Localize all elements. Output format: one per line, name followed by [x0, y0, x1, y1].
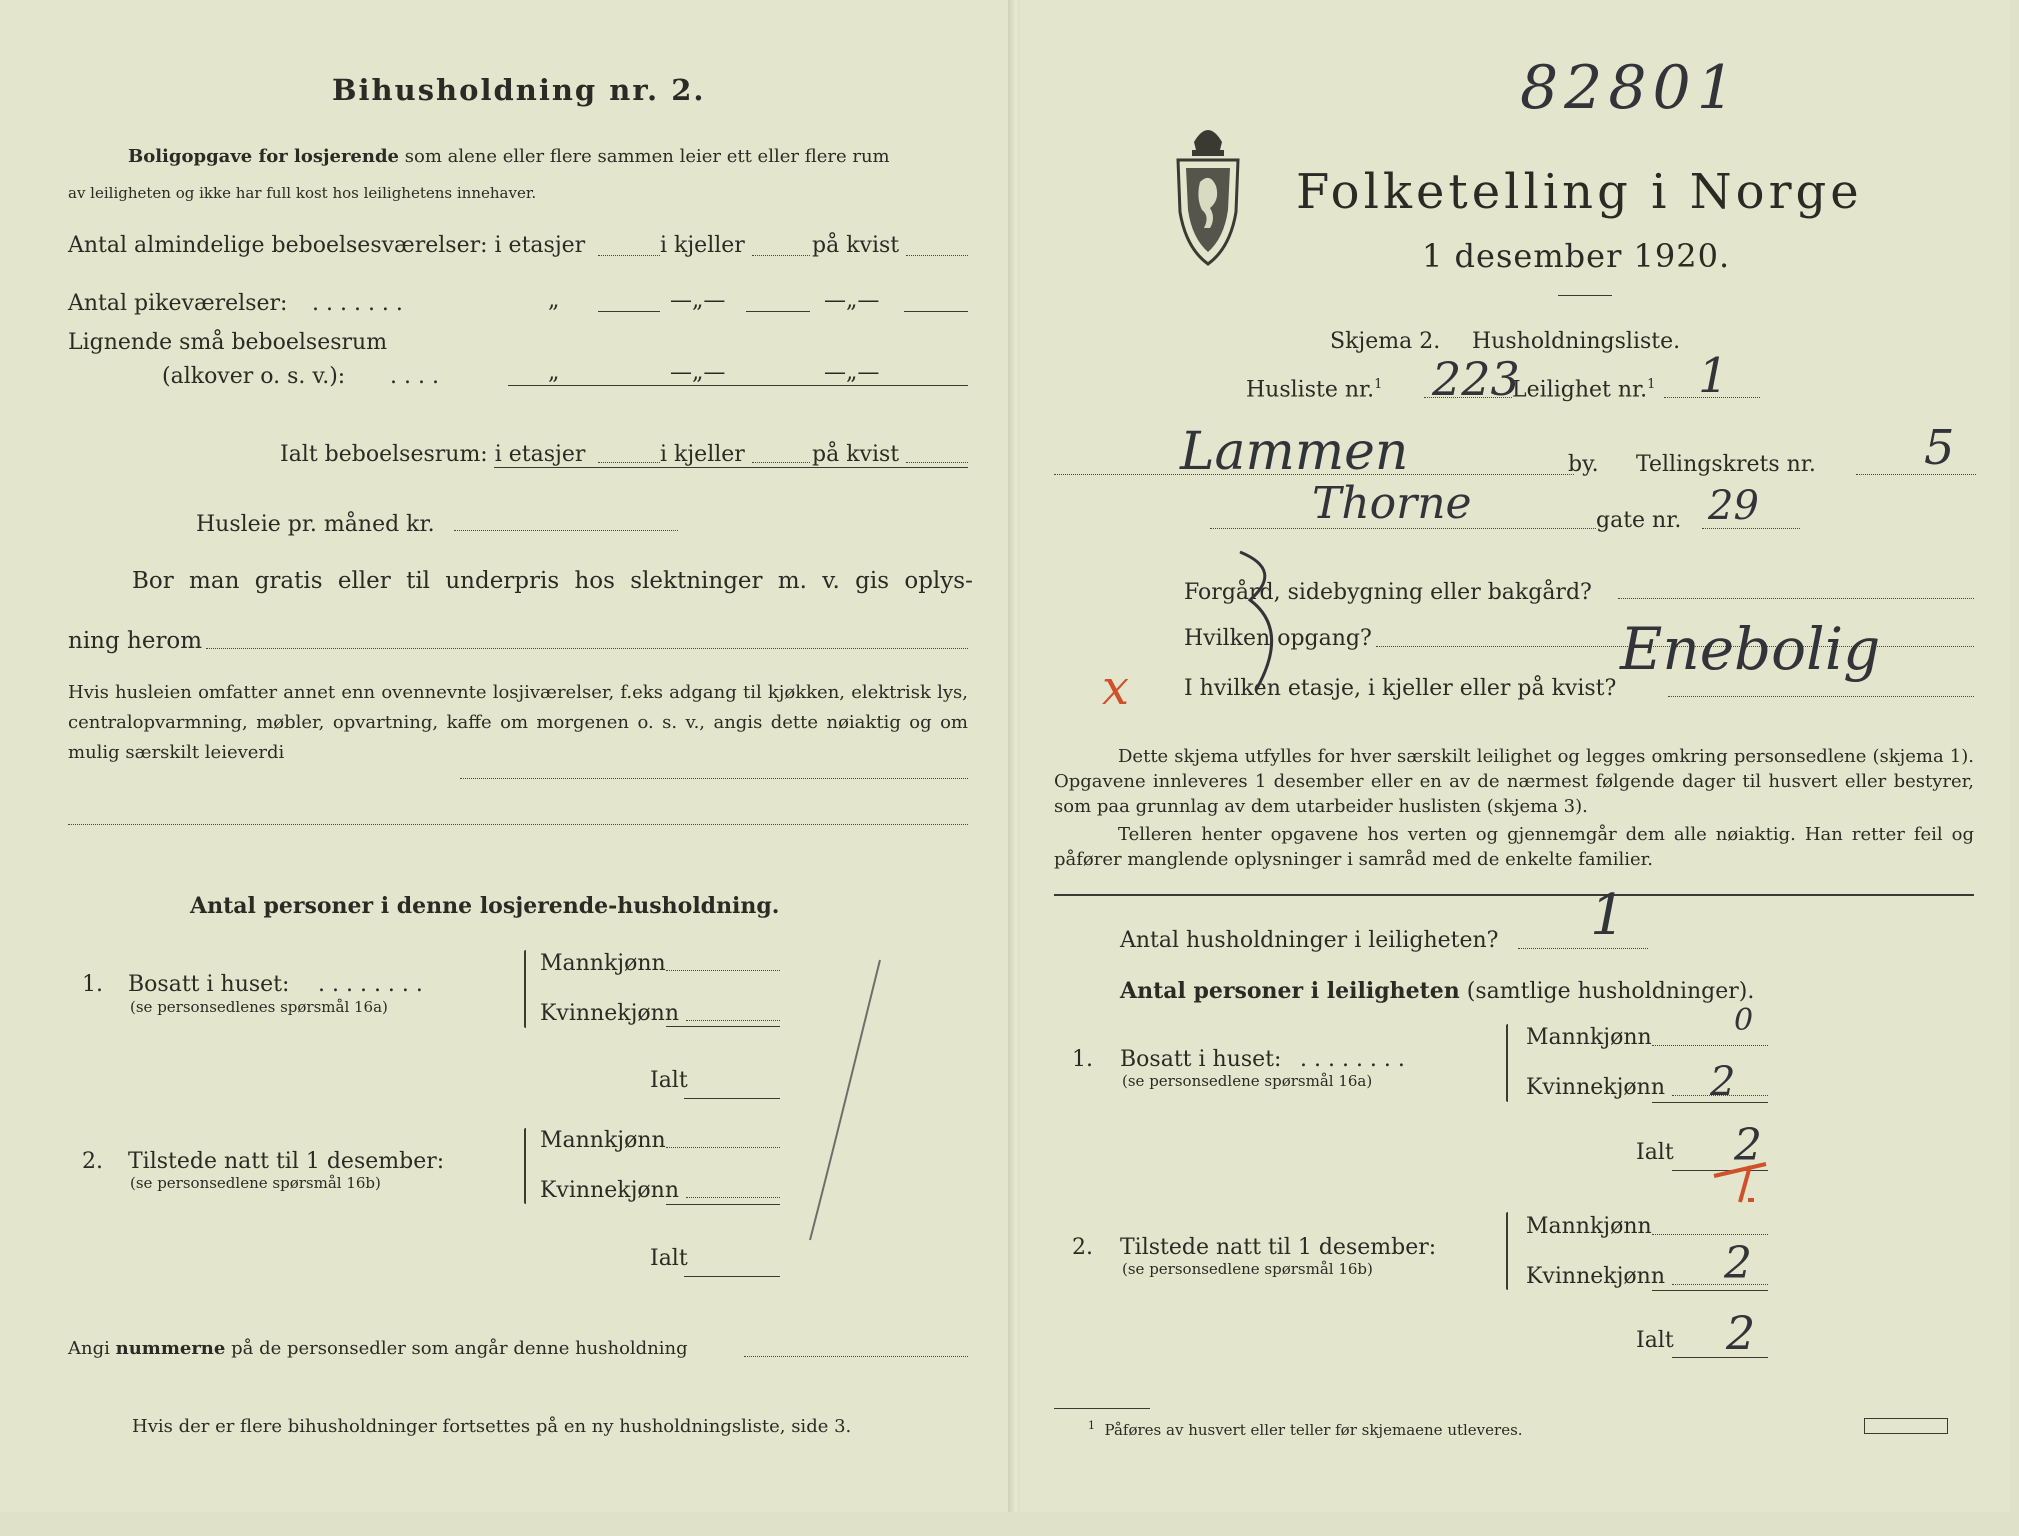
r-q2-sum-line	[1652, 1290, 1768, 1291]
pike-label: Antal pikeværelser:	[68, 291, 288, 316]
q2-ialt-field	[684, 1276, 780, 1277]
ialt-etasjer-field	[598, 462, 660, 463]
gratis-field	[206, 648, 968, 649]
rooms-etasjer-field	[598, 255, 660, 256]
hw-red-correction	[1710, 1150, 1780, 1210]
rooms-kvist-label: på kvist	[812, 233, 900, 258]
small-rooms-label-1: Lignende små beboelsesrum	[68, 330, 388, 355]
gratis-line-1: Bor man gratis eller til underpris hos slektninger m. v. gis oplys-	[132, 568, 973, 594]
q1-number: 1.	[82, 972, 103, 997]
intro-line-2: av leiligheten og ikke har full kost hos leilighetens innehaver.	[68, 184, 537, 202]
q1-kvinne-field	[686, 1020, 780, 1021]
right-page	[1020, 0, 2010, 1512]
r-q1-ialt-label: Ialt	[1636, 1140, 1674, 1165]
r-q1-number: 1.	[1072, 1047, 1093, 1072]
ialt-kvist-label: på kvist	[812, 442, 900, 467]
pike-kvist-field	[904, 311, 968, 312]
q2-label: Tilstede natt til 1 desember:	[128, 1149, 445, 1174]
small-ditto-kjeller: —„—	[670, 360, 726, 385]
intro-line-1: Boligopgave for losjerende som alene eller flere sammen leier ett eller flere rum	[128, 146, 890, 167]
q1-ialt-field	[684, 1098, 780, 1099]
hw-husliste-nr: 223	[1432, 352, 1520, 406]
r-q2-mann-field	[1652, 1234, 1768, 1235]
hw-top-number: 82801	[1520, 53, 1741, 123]
angi-line: Angi nummerne på de personsedler som angår denne husholdning	[68, 1338, 688, 1359]
q1-sum-line	[666, 1026, 780, 1027]
hw-gate-nr: 29	[1708, 483, 1759, 529]
q2-kvinne-field	[686, 1197, 780, 1198]
census-date: 1 desember 1920.	[1422, 237, 1731, 275]
r-q1-kvinne-label: Kvinnekjønn	[1526, 1075, 1665, 1100]
hw-q2-ialt: 2	[1726, 1306, 1756, 1360]
r-q2-kvinne-field	[1672, 1284, 1768, 1285]
q2-sum-line	[666, 1204, 780, 1205]
gratis-line-2: ning herom	[68, 628, 203, 654]
q2-number: 2.	[82, 1149, 103, 1174]
r-q2-sub: (se personsedlene spørsmål 16b)	[1122, 1260, 1373, 1278]
r-q2-ialt-label: Ialt	[1636, 1328, 1674, 1353]
small-rooms-underline	[508, 385, 968, 386]
instructions-2: Telleren henter opgavene hos verten og gjennemgår dem alle nøiaktig. Han retter feil og påfører manglende oplysninger i samråd med de enkelte familier.	[1054, 824, 1974, 870]
by-label: by.	[1568, 452, 1599, 477]
etasje-field	[1668, 696, 1974, 697]
pike-dots: . . . . . . .	[312, 291, 403, 316]
r-q2-mann-label: Mannkjønn	[1526, 1214, 1652, 1239]
small-rooms-label-2: (alkover o. s. v.):	[162, 364, 346, 389]
coat-of-arms-icon	[1170, 112, 1246, 268]
r-q1-brace	[1506, 1024, 1508, 1102]
forgaard-field	[1618, 598, 1974, 599]
rent-field	[454, 530, 678, 531]
q1-kvinne-label: Kvinnekjønn	[540, 1001, 679, 1026]
hw-q1-kvinne: 2	[1710, 1059, 1736, 1105]
ialt-kjeller-field	[752, 462, 810, 463]
hw-q1-mann: 0	[1734, 1003, 1754, 1038]
left-page	[0, 0, 1012, 1512]
r-q1-dots: . . . . . . . .	[1300, 1047, 1405, 1072]
date-rule	[1558, 295, 1612, 296]
opgang-label: Hvilken opgang?	[1184, 626, 1372, 651]
krets-field	[1856, 474, 1976, 475]
r-q1-sub: (se personsedlene spørsmål 16a)	[1122, 1072, 1373, 1090]
pike-kjeller-field	[746, 311, 810, 312]
r-q2-label: Tilstede natt til 1 desember:	[1120, 1235, 1437, 1260]
q2-mann-field	[666, 1147, 780, 1148]
small-ditto-kvist: —„—	[824, 360, 880, 385]
hw-leilighet-nr: 1	[1698, 348, 1729, 404]
rooms-kjeller-label: i kjeller	[660, 233, 745, 258]
pike-etasjer-field	[598, 311, 660, 312]
husliste-label: Husliste nr.$^1$	[1246, 377, 1383, 403]
hw-q1-ialt: 2	[1734, 1120, 1762, 1171]
gate-label: gate nr.	[1596, 508, 1682, 533]
r-q2-kvinne-label: Kvinnekjønn	[1526, 1264, 1665, 1289]
hw-city: Lammen	[1180, 422, 1409, 482]
hw-krets-nr: 5	[1924, 420, 1955, 476]
ialt-kvist-field	[906, 462, 968, 463]
q1-brace	[524, 950, 526, 1028]
q2-sub: (se personsedlene spørsmål 16b)	[130, 1174, 381, 1192]
schema-title: Husholdningsliste.	[1472, 329, 1681, 354]
q1-label: Bosatt i huset:	[128, 972, 290, 997]
footnote-rule	[1054, 1408, 1150, 1409]
etasje-label: I hvilken etasje, i kjeller eller på kvist?	[1184, 676, 1617, 701]
r-q2-number: 2.	[1072, 1235, 1093, 1260]
persons-heading: Antal personer i denne losjerende-husholdning.	[190, 893, 780, 919]
angi-field	[744, 1356, 968, 1357]
q1-ialt-label: Ialt	[650, 1068, 688, 1093]
ialt-underline	[494, 467, 968, 468]
pencil-stroke	[780, 950, 900, 1250]
census-title: Folketelling i Norge	[1296, 164, 1863, 220]
hw-q2-kvinne: 2	[1724, 1238, 1752, 1289]
ialt-kjeller-label: i kjeller	[660, 442, 745, 467]
hw-ditto-bracket	[1220, 540, 1340, 700]
hw-husholdninger: 1	[1590, 883, 1626, 948]
rent-note-field	[460, 778, 968, 779]
rent-label: Husleie pr. måned kr.	[196, 512, 435, 537]
rent-note-field-2	[68, 824, 968, 825]
pike-ditto-kjeller: —„—	[670, 288, 726, 313]
persons-heading-right: Antal personer i leiligheten (samtlige husholdninger).	[1120, 978, 1755, 1004]
q1-mann-label: Mannkjønn	[540, 951, 666, 976]
q2-ialt-label: Ialt	[650, 1246, 688, 1271]
schema-label: Skjema 2.	[1330, 329, 1441, 354]
instructions-1: Dette skjema utfylles for hver særskilt leilighet og legges omkring personsedlene (skjema 1). Opgavene innleveres 1 desember eller en av de nærmest følgende dager til husvert eller bestyrer, som paa grunnlag av dem utarbeider huslisten (skjema 3).	[1054, 746, 1974, 817]
r-q1-mann-field	[1652, 1045, 1768, 1046]
separator-rule	[1054, 894, 1974, 896]
q2-mann-label: Mannkjønn	[540, 1128, 666, 1153]
bihusholdning-title: Bihusholdning nr. 2.	[332, 73, 706, 107]
q1-sub: (se personsedlenes spørsmål 16a)	[130, 998, 388, 1016]
hw-etasje-answer: Enebolig	[1620, 615, 1881, 683]
hw-street: Thorne	[1312, 478, 1472, 529]
leilighet-label: Leilighet nr.$^1$	[1512, 377, 1656, 403]
pike-ditto-kvist: —„—	[824, 288, 880, 313]
krets-label: Tellingskrets nr.	[1636, 452, 1816, 477]
q2-kvinne-label: Kvinnekjønn	[540, 1178, 679, 1203]
r-q2-brace	[1506, 1212, 1508, 1290]
r-q1-label: Bosatt i huset:	[1120, 1047, 1282, 1072]
rent-note: Hvis husleien omfatter annet enn ovennevnte losjiværelser, f.eks adgang til kjøkken, elektrisk lys, centralopvarmning, møbler, opvartning, kaffe om morgenen o. s. v., angis dette nøiaktig og om mulig særskilt leieverdi	[68, 682, 968, 763]
hw-red-mark: x	[1102, 660, 1130, 716]
q1-dots: . . . . . . . .	[318, 972, 423, 997]
rooms-kvist-field	[906, 255, 968, 256]
printer-stamp	[1864, 1418, 1948, 1434]
left-footer: Hvis der er flere bihusholdninger fortsettes på en ny husholdningsliste, side 3.	[132, 1416, 852, 1437]
pike-ditto: „	[548, 288, 560, 313]
hush-field	[1518, 948, 1648, 949]
q2-brace	[524, 1128, 526, 1204]
rooms-label: Antal almindelige beboelsesværelser: i etasjer	[68, 233, 586, 258]
small-ditto: „	[548, 360, 560, 385]
rooms-kjeller-field	[752, 255, 810, 256]
hush-label: Antal husholdninger i leiligheten?	[1120, 928, 1499, 953]
q1-mann-field	[666, 970, 780, 971]
small-rooms-dots: . . . .	[390, 364, 439, 389]
r-q1-mann-label: Mannkjønn	[1526, 1025, 1652, 1050]
footnote: $^1$ Påføres av husvert eller teller før skjemaene utleveres.	[1088, 1419, 1523, 1439]
forgaard-label: Forgård, sidebygning eller bakgård?	[1184, 580, 1592, 605]
ialt-rooms-label: Ialt beboelsesrum: i etasjer	[280, 442, 586, 467]
